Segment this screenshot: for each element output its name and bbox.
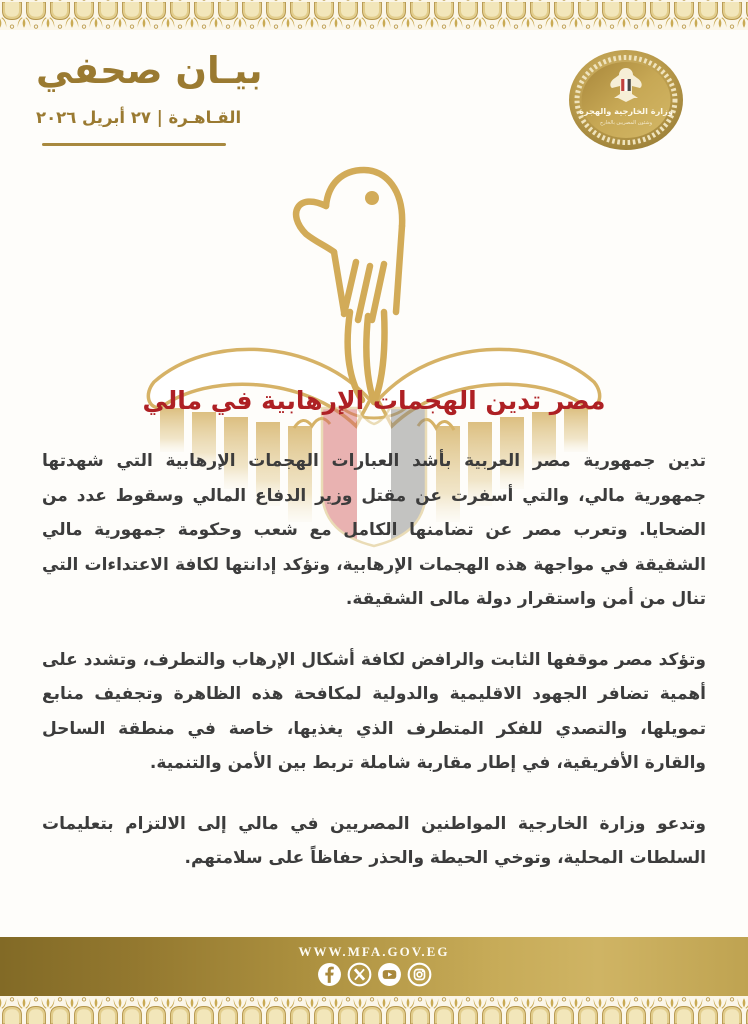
youtube-icon[interactable] [377, 962, 402, 987]
seal-ministry-name: وزارة الخارجية والهجرة [579, 106, 673, 116]
paragraph-3: وتدعو وزارة الخارجية المواطنين المصريين في مالي إلى الالتزام بتعليمات السلطات المحلية، وتوخي الحيطة والحذر حفاظاً على سلامتهم. [42, 813, 706, 868]
website-link[interactable]: WWW.MFA.GOV.EG [298, 944, 450, 959]
press-release-title: مصر تدين الهجمات الإرهابية في مالي [142, 386, 606, 415]
bottom-ornament-border [0, 996, 748, 1024]
facebook-icon[interactable] [317, 962, 342, 987]
ministry-seal [565, 48, 687, 152]
body-text [42, 444, 706, 902]
paragraph-1: تدين جمهورية مصر العربية بأشد العبارات الهجمات الإرهابية التي شهدتها جمهورية مالي، والتي أسفرت عن مقتل وزير الدفاع المالي وسقوط عدد من الضحايا. وتعرب مصر عن تضامنها الكامل مع شعب وحكومة جمهورية مالي الشقيقة في مواجهة هذه الهجمات الإرهابية، وتؤكد إدانتها لكافة الاعتداءات التي تنال من أمن واستقرار دولة مالى الشقيقة. [42, 451, 706, 609]
seal-ministry-subtitle: وشئون المصريين بالخارج [600, 120, 652, 126]
x-icon[interactable] [347, 962, 372, 987]
header-rule [42, 143, 226, 146]
instagram-icon[interactable] [407, 962, 432, 987]
dateline: القـاهـرة | ٢٧ أبريل ٢٠٢٦ [36, 108, 242, 128]
top-ornament-border [0, 0, 748, 30]
header-block [36, 48, 263, 146]
eagle-eye [365, 191, 379, 205]
statement-type-title: بيـان صحفي [36, 49, 263, 92]
footer-bar [0, 937, 748, 996]
social-icons-row [0, 962, 748, 987]
paragraph-2: وتؤكد مصر موقفها الثابت والرافض لكافة أشكال الإرهاب والتطرف، وتشدد على أهمية تضافر الجهود الاقليمية والدولية لمكافحة هذه الظاهرة وتجفيف منابع تمويلها، والتصدي للفكر المتطرف الذي يغذيها، خاصة في منطقة الساحل والقارة الأفريقية، في إطار مقاربة شاملة تربط بين الأمن والتنمية. [42, 649, 706, 773]
